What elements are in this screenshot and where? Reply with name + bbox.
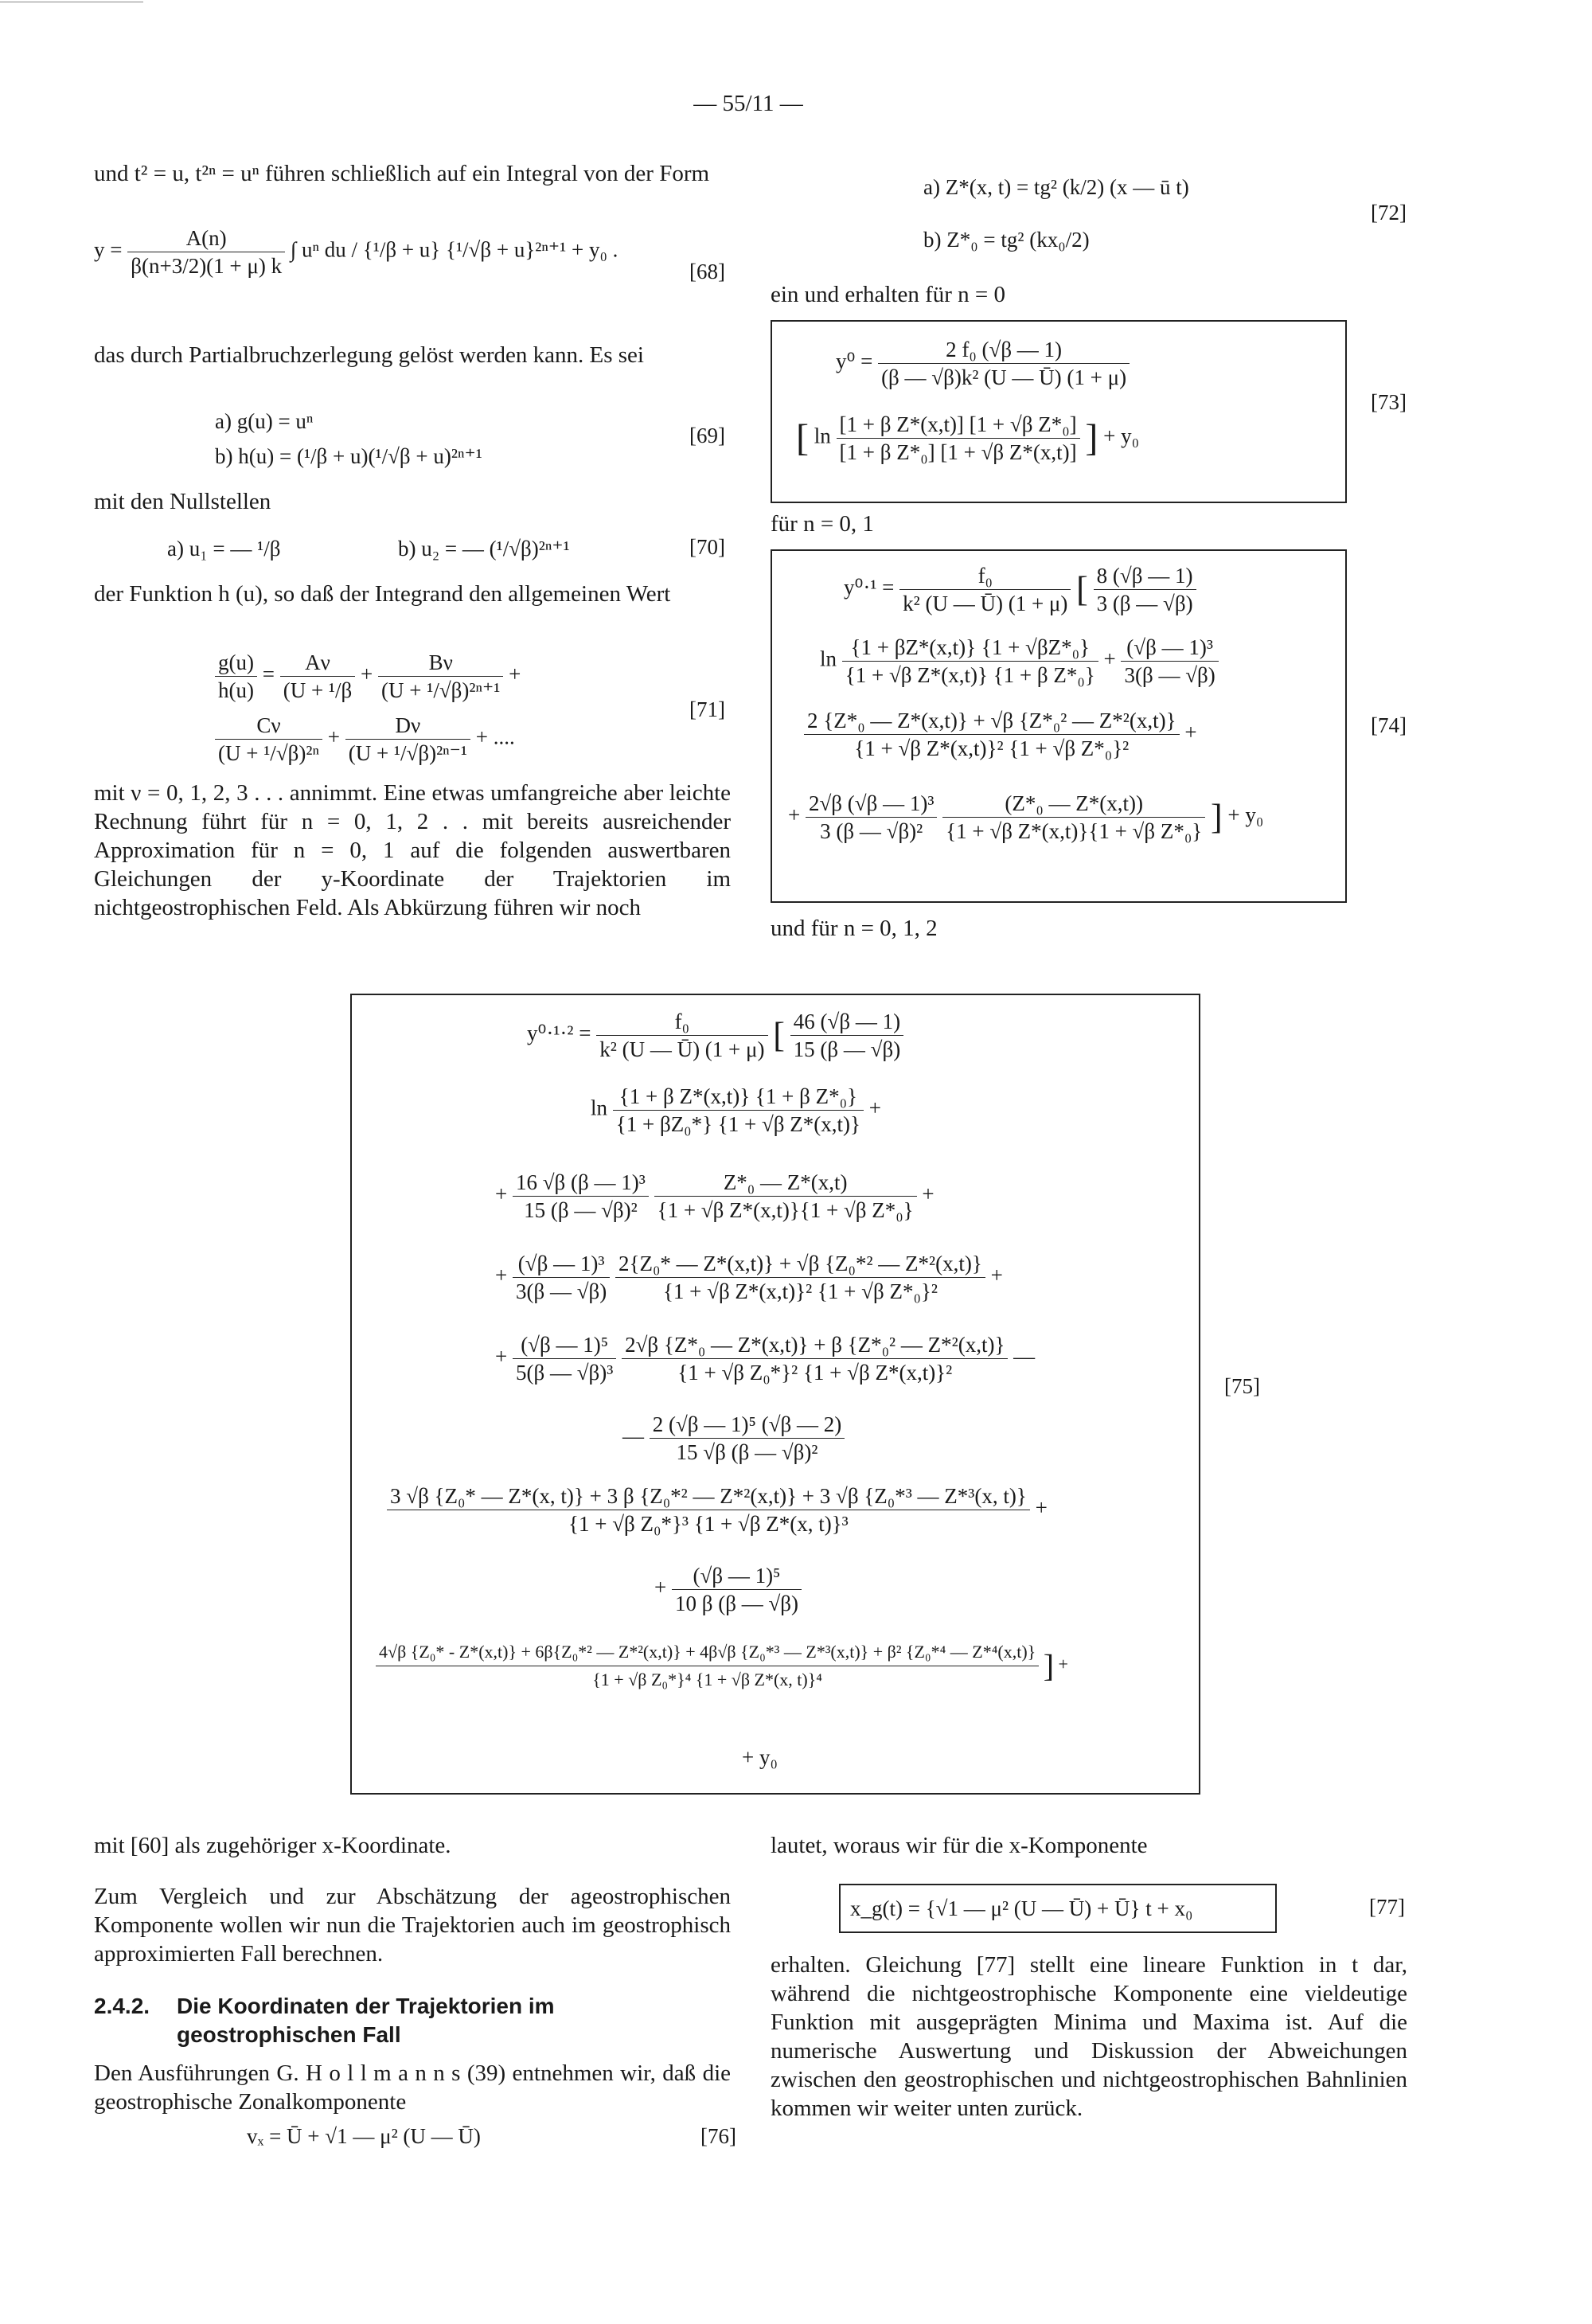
eq74-c [1121, 634, 1218, 689]
eq71-term2 [378, 649, 503, 704]
eq70-a: a) u₁ = — ¹/β [167, 537, 281, 560]
eq75-r3-den: 3(β — √β) [515, 1279, 607, 1303]
eq74-lhs: y⁰·¹ = [844, 575, 895, 600]
bottom-right-p1: lautet, woraus wir für die x-Komponente [771, 1833, 1148, 1858]
eq75-r5-num: 2 (√β — 1)⁵ (√β — 2) [650, 1411, 845, 1439]
eq74-ln: ln [820, 646, 837, 671]
eq74-c-den: 3(β — √β) [1124, 663, 1215, 687]
equation-74-row4: + $\frac{\text{2√β (√β — 1)³}}{\text{3 (β — √β)²}}$ $\frac{\text{(Z*₀ — Z*(x,t))}}{\text{\{1 + √β Z*(x,t)\}\{1 + √β Z*₀\}}}$ ] + y₀ [788, 791, 1264, 843]
eq75-r4b-num: 2√β {Z*₀ — Z*(x,t)} + β {Z*₀² — Z*²(x,t)} [622, 1331, 1008, 1359]
bottom-left-p1: mit [60] als zugehöriger x-Koordinate. [94, 1833, 451, 1858]
eq75-row1: y⁰·¹·² = $\frac{\text{f₀}}{\text{k² (U — Ū) (1 + μ)}}$ [ $\frac{46 (√\beta — 1)}{15 (\beta — √\beta)}$ [527, 1008, 903, 1063]
eq77-box [839, 1884, 1277, 1933]
eq75-ln-num: {1 + β Z*(x,t)} {1 + β Z*₀} [613, 1083, 864, 1111]
eq75-row6: 3 √β {Z₀* — Z*(x, t)} + 3 β {Z₀*² — Z*²(x,t)} + 3 √β {Z₀*³ — Z*³(x, t)} {1 + √β Z₀*}³ {1 + √β Z*(x, t)}³ + [387, 1482, 1048, 1537]
eq71-t3-num: Cν [215, 712, 322, 740]
eq74-f [899, 562, 1071, 617]
eq75-a [790, 1008, 904, 1063]
eq75-ln-fraction [613, 1083, 864, 1138]
eq75-r4 [513, 1331, 616, 1386]
eq74-ln-num: {1 + βZ*(x,t)} {1 + √βZ*₀} [842, 634, 1098, 662]
equation-74-row1: y⁰·¹ = $\frac{\text{f₀}}{\text{k² (U — Ū) (1 + μ)}}$ [ $\frac{8 (√\beta — 1)}{3 (\beta — √\beta)}$ [844, 562, 1196, 617]
eq75-lhs: y⁰·¹·² = [527, 1021, 591, 1045]
eq73-ln: ln [814, 424, 831, 448]
right-p3: und für n = 0, 1, 2 [771, 916, 938, 941]
eq75-r2b [654, 1169, 917, 1224]
eq75-label: [75] [1224, 1374, 1260, 1398]
eq74-d-num: 2 {Z*₀ — Z*(x,t)} + √β {Z*₀² — Z*²(x,t)} [804, 707, 1180, 735]
eq75-a-num: 46 (√β — 1) [790, 1008, 904, 1036]
eq68-label: [68] [689, 260, 725, 283]
eq71-t1-num: Aν [280, 649, 356, 677]
eq75-row3: + $\frac{\text{(√β — 1)³}}{3(\beta — √\beta)}$ $\frac{\text{2\{Z₀* — Z*(x,t)\} + √β \{Z₀*² — Z*²(x,t)\}}}{\text{\{1 + √β Z*(x,t)\}² \{1 + √β Z*₀\}²}}$ + [495, 1252, 1003, 1303]
eq70-b: b) u₂ = — (¹/√β)²ⁿ⁺¹ [398, 537, 570, 560]
eq74-tail: + y₀ [1227, 803, 1264, 827]
eq71-t1-den: (U + ¹/β [283, 678, 353, 702]
eq75-ln-den: {1 + βZ₀*} {1 + √β Z*(x,t)} [615, 1112, 860, 1136]
bottom-left-p3: Den Ausführungen G. H o l l m a n n s (39) entnehmen wir, daß die geostrophische Zonalkomponente [94, 2060, 731, 2115]
eq75-row2: + $\frac{\text{16 √β (β — 1)³}}{\text{15 (β — √β)²}}$ $\frac{\text{Z*₀ — Z*(x,t)}}{\text{\{1 + √β Z*(x,t)\}\{1 + √β Z*₀\}}}$ + [495, 1170, 935, 1222]
eq75-f [596, 1008, 767, 1063]
eq71-term4 [345, 712, 470, 767]
eq74-g-den: {1 + √β Z*(x,t)}{1 + √β Z*₀} [946, 819, 1203, 843]
eq68-num: A(n) [127, 225, 285, 252]
eq71-label: [71] [689, 697, 725, 721]
eq75-r8-num: 4√β {Z₀* - Z*(x,t)} + 6β{Z₀*² — Z*²(x,t)} + 4β√β {Z₀*³ — Z*³(x,t)} + β² {Z₀*⁴ — Z*⁴(x,t)} [376, 1639, 1039, 1666]
eq71-lhs [215, 649, 257, 704]
eq75-row7: + $\frac{\text{(√β — 1)⁵}}{10 \beta (\beta — √\beta)}$ [654, 1562, 802, 1617]
eq68-integrand: ∫ uⁿ du / {¹/β + u} {¹/√β + u}²ⁿ⁺¹ [290, 237, 567, 262]
eq75-tail: + y₀ [742, 1745, 778, 1769]
eq72-a: a) Z*(x, t) = tg² (k/2) (x — ū t) [923, 175, 1189, 199]
eq75-r4-num: (√β — 1)⁵ [513, 1331, 616, 1359]
eq74-b [1094, 562, 1196, 617]
eq75-r3b-den: {1 + √β Z*(x,t)}² {1 + √β Z*₀}² [662, 1279, 938, 1303]
eq68-lhs: y = [94, 237, 123, 262]
eq75-r3b-num: 2{Z₀* — Z*(x,t)} + √β {Z₀*² — Z*²(x,t)} [615, 1250, 985, 1278]
eq73-lhs: y⁰ = [836, 349, 873, 373]
eq75-row5: — $\frac{\text{2 (√β — 1)⁵ (√β — 2)}}{\text{15 √β (β — √β)²}}$ [622, 1411, 845, 1466]
eq74-g-num: (Z*₀ — Z*(x,t)) [942, 790, 1205, 818]
eq71-t2-num: Bν [378, 649, 503, 677]
equation-74-row3: $\frac{\text{2 \{Z*₀ — Z*(x,t)\} + √β \{Z*₀² — Z*²(x,t)\}}}{\text{\{1 + √β Z*(x,t)\}² \{1 + √β Z*₀\}²}}$ + [804, 707, 1197, 762]
left-p2: mit den Nullstellen [94, 489, 271, 514]
eq75-r2b-num: Z*₀ — Z*(x,t) [654, 1169, 917, 1197]
eq68-den: β(n+3/2)(1 + μ) k [131, 254, 283, 278]
eq75-row4: + $\frac{\text{(√β — 1)⁵}}{\text{5(β — √β)³}}$ $\frac{\text{2√β \{Z*₀ — Z*(x,t)\} + β \{Z*₀² — Z*²(x,t)\}}}{\text{\{1 + √β Z₀*\}² \{1 + √β Z*(x,t)\}²}}$ — [495, 1333, 1036, 1385]
eq74-ln-fraction [842, 634, 1098, 689]
eq73-box [771, 320, 1347, 503]
eq75-r4b [622, 1331, 1008, 1386]
eq75-f-num: f₀ [596, 1008, 767, 1036]
eq73-num: 2 f₀ (√β — 1) [878, 336, 1130, 364]
left-p4: mit ν = 0, 1, 2, 3 . . . annimmt. Eine etwas umfangreiche aber leichte Rechnung führt für n = 0, 1, 2 . . mit bereits ausreichender Approximation für n = 0, 1 auf die folgenden auswertbaren Gleichungen der y-Koordinate der Trajektorien im nichtgeostrophischen Feld. Als Abkürzung führen wir noch [94, 780, 731, 920]
eq74-b-den: 3 (β — √β) [1096, 592, 1193, 615]
eq69-label: [69] [689, 424, 725, 447]
eq75-r8-den: {1 + √β Z₀*}⁴ {1 + √β Z*(x, t)}⁴ [592, 1670, 822, 1689]
eq68-tail: + y₀ . [572, 237, 618, 262]
eq75-f-den: k² (U — Ū) (1 + μ) [599, 1037, 765, 1061]
eq71-term3 [215, 712, 322, 767]
eq75-r2 [513, 1169, 649, 1224]
eq73-den: (β — √β)k² (U — Ū) (1 + μ) [881, 365, 1127, 389]
eq74-e-num: 2√β (√β — 1)³ [806, 790, 937, 818]
eq70-label: [70] [689, 535, 725, 559]
equation-74-row2: ln $\frac{\text{\{1 + βZ*(x,t)\} \{1 + √βZ*₀\}}}{\text{\{1 + √β Z*(x,t)\} \{1 + β Z*₀\}}}$ + $\frac{\text{(√β — 1)³}}{3(\beta — √\beta)}$ [820, 634, 1219, 689]
eq75-r5 [650, 1411, 845, 1466]
eq69-a: a) g(u) = uⁿ [215, 409, 314, 433]
eq75-r7-den: 10 β (β — √β) [674, 1592, 798, 1615]
eq74-d-den: {1 + √β Z*(x,t)}² {1 + √β Z*₀}² [854, 736, 1130, 760]
eq75-r3b [615, 1250, 985, 1305]
eq75-a-den: 15 (β — √β) [793, 1037, 901, 1061]
eq71-t2-den: (U + ¹/√β)²ⁿ⁺¹ [381, 678, 501, 702]
eq71-lhs-den: h(u) [218, 678, 254, 702]
eq74-label: [74] [1371, 713, 1407, 737]
bottom-left-p2: Zum Vergleich und zur Abschätzung der ageostrophischen Komponente wollen wir nun die Trajektorien auch im geostrophisch approximierten Fall berechnen. [94, 1884, 731, 1967]
right-p2: für n = 0, 1 [771, 511, 874, 537]
eq71-term1 [280, 649, 356, 704]
eq76: vₓ = Ū + √1 — μ² (U — Ū) [247, 2124, 481, 2148]
eq75-r6-num: 3 √β {Z₀* — Z*(x, t)} + 3 β {Z₀*² — Z*²(x,t)} + 3 √β {Z₀*³ — Z*³(x, t)} [387, 1482, 1030, 1510]
eq73-label: [73] [1371, 390, 1407, 414]
eq74-f-num: f₀ [899, 562, 1071, 590]
section-title: Die Koordinaten der Trajektorien im geostrophischen Fall [177, 1994, 555, 2047]
eq73-ln-fraction [837, 411, 1080, 466]
eq75-r8 [376, 1639, 1039, 1693]
equation-68 [94, 225, 747, 320]
eq75-row-ln: ln $\frac{\text{\{1 + β Z*(x,t)\} \{1 + β Z*₀\}}}{\text{\{1 + βZ₀*\} \{1 + √β Z*(x,t)\}}}$ + [591, 1084, 881, 1136]
eq75-r4b-den: {1 + √β Z₀*}² {1 + √β Z*(x,t)}² [677, 1361, 953, 1385]
eq74-box [771, 549, 1347, 903]
eq74-e [806, 790, 937, 845]
section-number: 2.4.2. [94, 1994, 150, 2018]
eq68-fraction [127, 225, 285, 279]
eq75-ln: ln [591, 1096, 608, 1120]
eq71-t4-den: (U + ¹/√β)²ⁿ⁻¹ [348, 741, 468, 765]
eq69-b: b) h(u) = (¹/β + u)(¹/√β + u)²ⁿ⁺¹ [215, 444, 482, 468]
eq73-fraction [878, 336, 1130, 391]
page-number: — 55/11 — [693, 91, 803, 116]
eq75-row8: 4√β {Z₀* - Z*(x,t)} + 6β{Z₀*² — Z*²(x,t)} + 4β√β {Z₀*³ — Z*³(x,t)} + β² {Z₀*⁴ — Z*⁴(x,t)} {1 + √β Z₀*}⁴ {1 + √β Z*(x, t)}⁴ ] + [376, 1639, 1068, 1693]
eq75-box [350, 994, 1200, 1795]
eq74-d [804, 707, 1180, 762]
eq72-b: b) Z*₀ = tg² (kx₀/2) [923, 228, 1090, 252]
left-p1: das durch Partialbruchzerlegung gelöst werden kann. Es sei [94, 342, 644, 368]
left-intro: und t² = u, t²ⁿ = uⁿ führen schließlich auf ein Integral von der Form [94, 161, 710, 186]
equation-73-top [836, 336, 1130, 391]
eq75-r6-den: {1 + √β Z₀*}³ {1 + √β Z*(x, t)}³ [568, 1512, 849, 1536]
eq74-f-den: k² (U — Ū) (1 + μ) [903, 592, 1068, 615]
eq71-t3-den: (U + ¹/√β)²ⁿ [218, 741, 319, 765]
eq75-r3 [513, 1250, 610, 1305]
eq75-r7 [672, 1562, 802, 1617]
eq73-ln-num: [1 + β Z*(x,t)] [1 + √β Z*₀] [837, 411, 1080, 439]
eq74-b-num: 8 (√β — 1) [1094, 562, 1196, 590]
eq71-tail: + .... [475, 725, 515, 749]
eq75-r6 [387, 1482, 1030, 1537]
eq75-r2-num: 16 √β (β — 1)³ [513, 1169, 649, 1197]
eq74-e-den: 3 (β — √β)² [820, 819, 923, 843]
eq73-tail: + y₀ [1103, 424, 1139, 448]
eq77-label: [77] [1369, 1895, 1405, 1919]
left-p3: der Funktion h (u), so daß der Integrand den allgemeinen Wert [94, 581, 671, 607]
eq74-c-num: (√β — 1)³ [1121, 634, 1218, 662]
equation-73-bottom: [ ln $\frac{\text{[1 + β Z*(x,t)] [1 + √β Z*₀]}}{\text{[1 + β Z*₀] [1 + √β Z*(x,t)]}}$ ] + y₀ [796, 412, 1139, 464]
right-p1: ein und erhalten für n = 0 [771, 282, 1005, 307]
eq75-r7-num: (√β — 1)⁵ [672, 1562, 802, 1590]
equation-71: $\frac{g(u)}{h(u)}$ = $\frac{A\nu}{\text{(U + ¹/β}}$ + $\frac{B\nu}{\text{(U + ¹/√β)²ⁿ⁺¹}}$ + $\frac{C\nu}{\text{(U + ¹/√β)²ⁿ}}$ + $\frac{D\nu}{\text{(U + ¹/√β)²ⁿ⁻¹}}$ + .... [215, 649, 677, 767]
eq76-label: [76] [700, 2124, 736, 2148]
eq73-ln-den: [1 + β Z*₀] [1 + √β Z*(x,t)] [839, 440, 1077, 464]
eq75-r3-num: (√β — 1)³ [513, 1250, 610, 1278]
eq77: x_g(t) = {√1 — μ² (U — Ū) + Ū} t + x₀ [850, 1896, 1193, 1920]
bottom-right-p2: erhalten. Gleichung [77] stellt eine lineare Funktion in t dar, während die nichtgeostrophische Komponente eine vieldeutige Funktion mit ausgeprägten Minima und Maxima ist. Auf die numerische Auswertung und Diskussion der Abweichungen zwischen den geostrophischen und nichtgeostrophischen Bahnlinien kommen wir weiter unten zurück. [771, 1952, 1407, 2121]
eq71-t4-num: Dν [345, 712, 470, 740]
eq75-r2-den: 15 (β — √β)² [524, 1198, 638, 1222]
eq74-ln-den: {1 + √β Z*(x,t)} {1 + β Z*₀} [845, 663, 1095, 687]
eq71-lhs-num: g(u) [215, 649, 257, 677]
eq72-label: [72] [1371, 201, 1407, 225]
eq75-r4-den: 5(β — √β)³ [515, 1361, 614, 1385]
eq75-r5-den: 15 √β (β — √β)² [676, 1440, 818, 1464]
eq75-r2b-den: {1 + √β Z*(x,t)}{1 + √β Z*₀} [657, 1198, 914, 1222]
eq74-g [942, 790, 1205, 845]
